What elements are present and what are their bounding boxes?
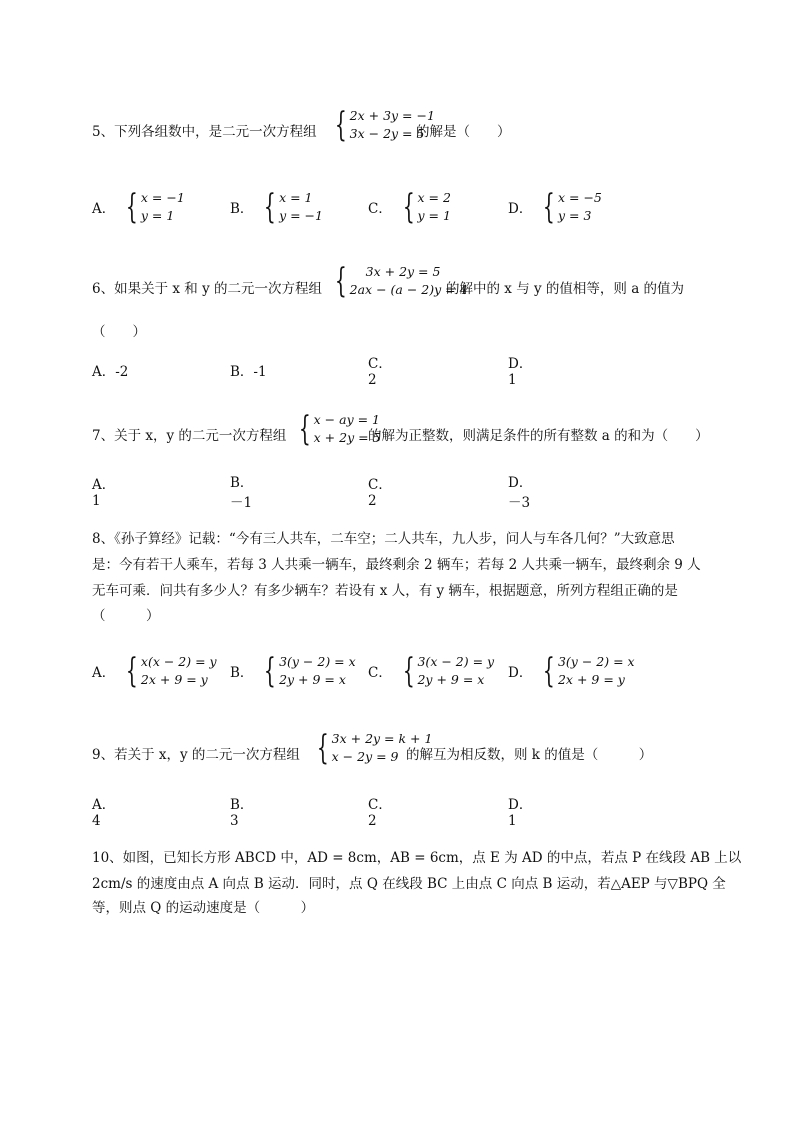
q9-stem-before: 9、若关于 x，y 的二元一次方程组 <box>92 747 300 763</box>
q8-line-2: 是：今有若干人乘车，若每 3 人共乘一辆车，最终剩余 2 辆车；若每 2 人共乘一辆车，最终剩余 9 人 <box>92 557 701 573</box>
q7-stem-before: 7、关于 x，y 的二元一次方程组 <box>92 428 287 444</box>
brace-icon: { <box>543 651 556 691</box>
q6-eq1: 3x + 2y = 5 <box>365 264 441 279</box>
q5-stem-after: 的解是（ ） <box>416 124 511 140</box>
q9-option-b[interactable]: B．3 <box>230 797 254 829</box>
q9-eq1: 3x + 2y = k + 1 <box>331 731 433 746</box>
q9-option-d[interactable]: D．1 <box>508 797 533 829</box>
q8-option-c[interactable]: C． { 3(x − 2) = y 2y + 9 = x <box>368 651 495 691</box>
brace-icon: { <box>334 105 347 145</box>
brace-icon: { <box>126 651 139 691</box>
q5-option-d[interactable]: D． { x = −5 y = 3 <box>508 187 602 227</box>
q10-line-1: 10、如图，已知长方形 ABCD 中，AD = 8cm，AB = 6cm，点 E 为 AD 的中点，若点 P 在线段 AB 上以 <box>92 850 742 866</box>
q8-line-3: 无车可乘．问共有多少人？有多少辆车？若设有 x 人，有 y 辆车，根据题意，所列方程组正确的是 <box>92 583 678 599</box>
q10-line-3: 等，则点 Q 的运动速度是（ ） <box>92 900 315 916</box>
q7-option-d[interactable]: D．－3 <box>508 475 533 511</box>
q7-option-c[interactable]: C．2 <box>368 477 392 509</box>
q8-option-b[interactable]: B． { 3(y − 2) = x 2y + 9 = x <box>230 651 356 691</box>
q8-line-1: 8、《孙子算经》记载：“今有三人共车，二车空；二人共车，九人步，问人与车各几何？”大致意思 <box>92 531 675 547</box>
brace-icon: { <box>126 187 139 227</box>
q10-line-2: 2cm/s 的速度由点 A 向点 B 运动．同时，点 Q 在线段 BC 上由点 C 向点 B 运动，若△AEP 与▽BPQ 全 <box>92 876 726 892</box>
q5-eq1: 2x + 3y = −1 <box>349 108 435 123</box>
q6-option-a[interactable]: A．-2 <box>92 364 129 380</box>
q9-eq2: x − 2y = 9 <box>331 749 399 764</box>
q9-option-c[interactable]: C．2 <box>368 797 392 829</box>
q8-option-d[interactable]: D． { 3(y − 2) = x 2x + 9 = y <box>508 651 635 691</box>
q5-option-c[interactable]: C． { x = 2 y = 1 <box>368 187 451 227</box>
q8-option-a[interactable]: A． { x(x − 2) = y 2x + 9 = y <box>92 651 217 691</box>
q5-option-b[interactable]: B． { x = 1 y = −1 <box>230 187 323 227</box>
brace-icon: { <box>264 187 277 227</box>
brace-icon: { <box>264 651 277 691</box>
brace-icon: { <box>543 187 556 227</box>
brace-icon: { <box>402 651 415 691</box>
q6-stem-before: 6、如果关于 x 和 y 的二元一次方程组 <box>92 281 322 297</box>
q7-eq2: x + 2y = 5 <box>313 430 381 445</box>
q9-option-a[interactable]: A．4 <box>92 797 116 829</box>
q6-option-d[interactable]: D．1 <box>508 356 533 388</box>
q5-option-a[interactable]: A． { x = −1 y = 1 <box>92 187 185 227</box>
q7-stem-after: 的解为正整数，则满足条件的所有整数 a 的和为（ ） <box>368 428 709 444</box>
q7-option-b[interactable]: B．－1 <box>230 475 254 511</box>
q6-stem-after: 的解中的 x 与 y 的值相等，则 a 的值为 <box>446 281 685 297</box>
q6-option-b[interactable]: B．-1 <box>230 364 267 380</box>
q6-eq2: 2ax − (a − 2)y = 4 <box>349 282 468 297</box>
brace-icon: { <box>316 728 329 768</box>
q6-paren: （ ） <box>92 324 146 340</box>
q7-option-a[interactable]: A．1 <box>92 477 116 509</box>
q8-paren: （ ） <box>92 608 160 624</box>
q7-eq1: x − ay = 1 <box>313 412 380 427</box>
brace-icon: { <box>402 187 415 227</box>
q9-stem-after: 的解互为相反数，则 k 的值是（ ） <box>406 747 653 763</box>
q5-eq2: 3x − 2y = 5 <box>349 126 425 141</box>
brace-icon: { <box>298 409 311 449</box>
q5-stem-before: 5、下列各组数中，是二元一次方程组 <box>92 124 317 140</box>
q6-option-c[interactable]: C．2 <box>368 356 392 388</box>
brace-icon: { <box>334 261 347 301</box>
